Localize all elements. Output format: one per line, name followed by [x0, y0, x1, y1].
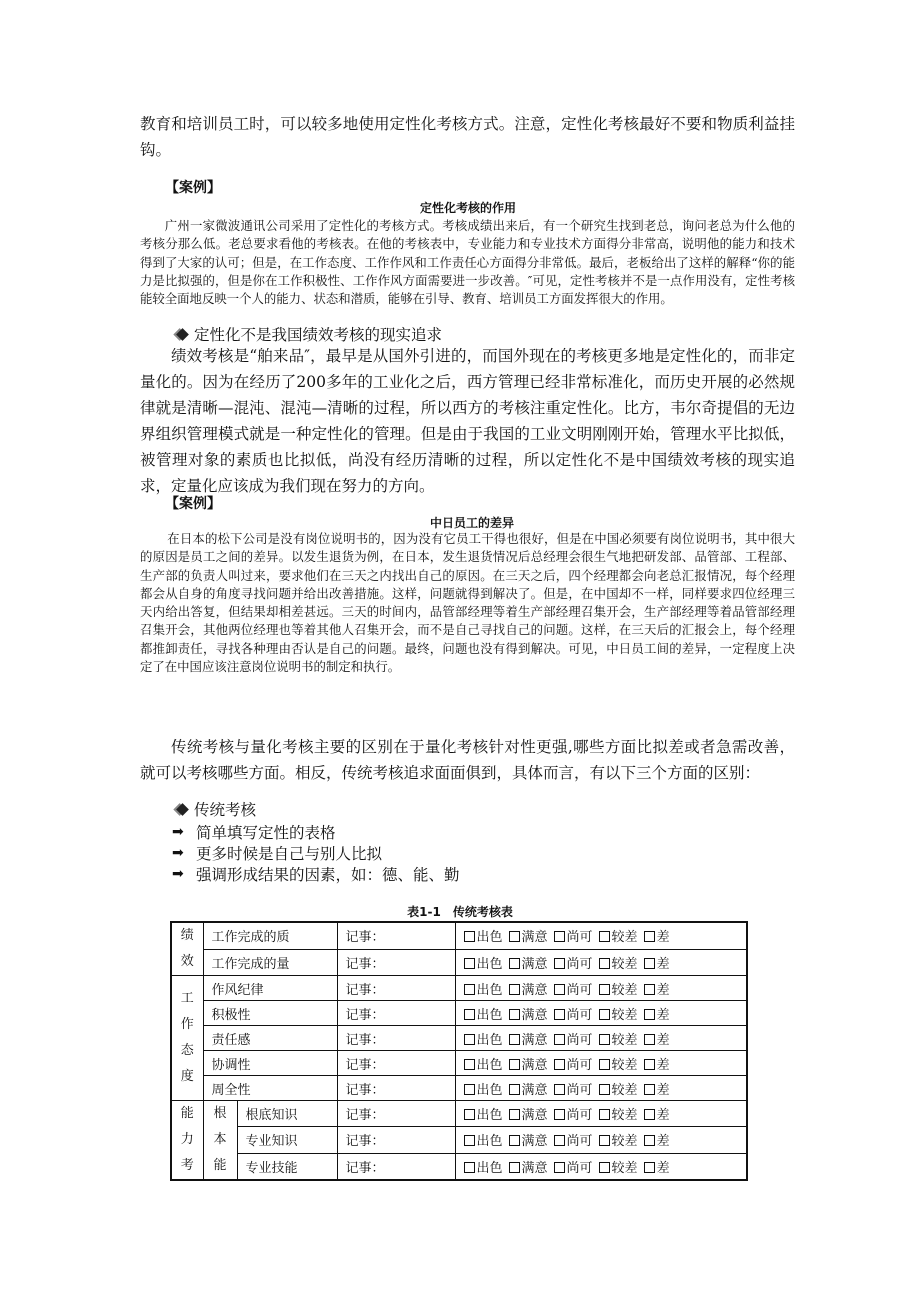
rating-option[interactable] — [599, 1108, 638, 1123]
checkbox-icon[interactable] — [644, 1059, 655, 1070]
section-heading — [172, 323, 442, 345]
table-row — [171, 1127, 747, 1153]
rating-option-label: 差 — [656, 1082, 670, 1098]
rating-options[interactable] — [455, 1127, 747, 1153]
checkbox-icon[interactable] — [599, 1009, 610, 1020]
rating-option-label: 较差 — [611, 1108, 638, 1124]
rating-option[interactable] — [599, 1134, 638, 1149]
rating-option[interactable] — [464, 1108, 503, 1123]
checkbox-icon[interactable] — [644, 1162, 655, 1173]
rating-option[interactable] — [599, 1161, 638, 1176]
rating-option[interactable] — [464, 1033, 503, 1048]
rating-option-label: 差 — [656, 1108, 670, 1124]
rating-option-label: 出色 — [476, 1134, 503, 1150]
rating-option[interactable] — [644, 1161, 670, 1176]
checkbox-icon[interactable] — [554, 1059, 565, 1070]
rating-option-label: 差 — [656, 956, 670, 972]
note-cell: 记事： — [337, 1001, 455, 1026]
note-cell: 记事： — [337, 922, 455, 949]
comparison-paragraph: 传统考核与量化考核主要的区别在于量化考核针对性更强,哪些方面比拟差或者急需改善，就可以考核哪些方面。相反，传统考核追求面面俱到，具体而言，有以下三个方面的区别： — [140, 738, 795, 782]
intro-paragraph: 教育和培训员工时，可以较多地使用定性化考核方式。注意，定性化考核最好不要和物质利益挂钩。 — [140, 115, 795, 159]
note-cell: 记事： — [337, 1127, 455, 1153]
rating-options[interactable] — [455, 976, 747, 1001]
rating-option[interactable] — [644, 1058, 670, 1073]
rating-option[interactable] — [464, 983, 503, 998]
rating-option[interactable] — [509, 1058, 548, 1073]
rating-option[interactable] — [554, 957, 593, 972]
rating-option[interactable] — [554, 930, 593, 945]
table-row — [171, 1051, 747, 1076]
criterion-cell: 责任感 — [203, 1026, 337, 1051]
rating-option-label: 尚可 — [566, 1082, 593, 1098]
checkbox-icon[interactable] — [509, 1084, 520, 1095]
rating-option[interactable] — [599, 1083, 638, 1098]
rating-option[interactable] — [554, 1161, 593, 1176]
rating-option[interactable] — [554, 1058, 593, 1073]
rating-option-label: 满意 — [521, 1134, 548, 1150]
checkbox-icon[interactable] — [509, 1034, 520, 1045]
note-cell: 记事： — [337, 1026, 455, 1051]
rating-option[interactable] — [644, 1134, 670, 1149]
table-row — [171, 1076, 747, 1101]
checkbox-icon[interactable] — [644, 984, 655, 995]
rating-option[interactable] — [509, 1161, 548, 1176]
rating-option[interactable] — [509, 1008, 548, 1023]
diamond-bullet-icon — [176, 328, 189, 341]
rating-option-label: 尚可 — [566, 1134, 593, 1150]
checkbox-icon[interactable] — [554, 1109, 565, 1120]
rating-option[interactable] — [554, 983, 593, 998]
rating-option-label: 出色 — [476, 1057, 503, 1073]
criterion-cell: 积极性 — [203, 1001, 337, 1026]
rating-option-label: 较差 — [611, 1032, 638, 1048]
rating-options[interactable] — [455, 949, 747, 976]
rating-option-label: 出色 — [476, 982, 503, 998]
case-body: 在日本的松下公司是没有岗位说明书的，因为没有它员工干得也很好，但是在中国必须要有岗位说明书，其中很大的原因是员工之间的差异。以发生退货为例，在日本，发生退货情况后总经理会很生气地把研发部、品管部、工程部、生产部的负责人叫过来，要求他们在三天之内找出自己的原因。在三天之后，四个经理都会向老总汇报情况，每个经理都会从自身的角度寻找问题并给出改善措施。这样，问题就得到解决了。但是，在中国却不一样，同样要求四位经理三天内给出答复，但结果却相差甚远。三天的时间内，品管部经理等着生产部经理召集开会，生产部经理等着品管部经理召集开会，其他两位经理也等着其他人召集开会，而不是自己寻找自己的问题。这样，在三天后的汇报会上，每个经理都推卸责任，寻找各种理由否认是自己的问题。最终，问题也没有得到解决。可见，中日员工间的差异，一定程度上决定了在中国应该注意岗位说明书的制定和执行。 — [140, 531, 795, 675]
checkbox-icon[interactable] — [509, 1162, 520, 1173]
rating-option-label: 满意 — [521, 1007, 548, 1023]
case-label: 【案例】 — [165, 180, 221, 196]
checkbox-icon[interactable] — [509, 1135, 520, 1146]
checkbox-icon[interactable] — [509, 1109, 520, 1120]
checkbox-icon[interactable] — [599, 1034, 610, 1045]
note-cell: 记事： — [337, 1153, 455, 1180]
rating-option[interactable] — [644, 930, 670, 945]
checkbox-icon[interactable] — [464, 1034, 475, 1045]
rating-option-label: 出色 — [476, 1108, 503, 1124]
rating-option-label: 差 — [656, 1007, 670, 1023]
rating-option-label: 较差 — [611, 1134, 638, 1150]
rating-option[interactable] — [599, 1008, 638, 1023]
case-title: 定性化考核的作用 — [420, 201, 517, 215]
case-title: 中日员工的差异 — [430, 516, 515, 530]
rating-option-label: 出色 — [476, 956, 503, 972]
checkbox-icon[interactable] — [464, 1162, 475, 1173]
note-cell: 记事： — [337, 1101, 455, 1127]
rating-option-label: 差 — [656, 982, 670, 998]
rating-option-label: 出色 — [476, 1160, 503, 1176]
rating-options[interactable] — [455, 1076, 747, 1101]
table-row — [171, 1001, 747, 1026]
rating-option-label: 较差 — [611, 982, 638, 998]
checkbox-icon[interactable] — [599, 1135, 610, 1146]
table-row — [171, 1153, 747, 1180]
rating-option-label: 较差 — [611, 1160, 638, 1176]
checkbox-icon[interactable] — [644, 1034, 655, 1045]
checkbox-icon[interactable] — [644, 1084, 655, 1095]
rating-option[interactable] — [644, 1033, 670, 1048]
rating-option-label: 出色 — [476, 1032, 503, 1048]
criterion-cell: 协调性 — [203, 1051, 337, 1076]
checkbox-icon[interactable] — [644, 958, 655, 969]
rating-option[interactable] — [464, 930, 503, 945]
rating-option[interactable] — [554, 1008, 593, 1023]
note-cell: 记事： — [337, 1076, 455, 1101]
group-label-attitude: 工 作 态 度 — [171, 976, 203, 1101]
rating-option[interactable] — [464, 957, 503, 972]
case-body: 广州一家微波通讯公司采用了定性化的考核方式。考核成绩出来后，有一个研究生找到老总，询问老总为什么他的考核分那么低。老总要求看他的考核表。在他的考核表中，专业能力和专业技术方面得分非常高，说明他的能力和技术得到了大家的认可；但是，在工作态度、工作作风和工作责任心方面得分非常低。最后，老板给出了这样的解释“你的能力是比拟强的，但是你在工作积极性、工作作风方面需要进一步改善。″可见，定性考核并不是一点作用没有，定性考核能较全面地反映一个人的能力、状态和潜质，能够在引导、教育、培训员工方面发挥很大的作用。 — [140, 218, 795, 307]
rating-option[interactable] — [599, 983, 638, 998]
checkbox-icon[interactable] — [464, 1109, 475, 1120]
checkbox-icon[interactable] — [554, 1084, 565, 1095]
rating-option[interactable] — [599, 1058, 638, 1073]
criterion-cell: 工作完成的质 — [203, 922, 337, 949]
rating-option[interactable] — [509, 930, 548, 945]
rating-option-label: 较差 — [611, 1082, 638, 1098]
checkbox-icon[interactable] — [599, 1109, 610, 1120]
list-item — [172, 821, 336, 843]
checkbox-icon[interactable] — [464, 984, 475, 995]
list-item-text: 强调形成结果的因素，如：德、能、勤 — [196, 866, 460, 884]
rating-option[interactable] — [644, 1008, 670, 1023]
checkbox-icon[interactable] — [644, 1109, 655, 1120]
checkbox-icon[interactable] — [554, 1034, 565, 1045]
table-row — [171, 1026, 747, 1051]
checkbox-icon[interactable] — [554, 1162, 565, 1173]
arrow-right-icon: ➡ — [172, 866, 184, 882]
rating-option-label: 差 — [656, 1032, 670, 1048]
rating-option[interactable] — [509, 983, 548, 998]
diamond-bullet-icon — [176, 803, 189, 816]
rating-option-label: 出色 — [476, 1082, 503, 1098]
checkbox-icon[interactable] — [464, 1135, 475, 1146]
rating-option-label: 差 — [656, 1134, 670, 1150]
rating-option[interactable] — [554, 1033, 593, 1048]
rating-option-label: 尚可 — [566, 1032, 593, 1048]
checkbox-icon[interactable] — [509, 1059, 520, 1070]
rating-option[interactable] — [554, 1083, 593, 1098]
checkbox-icon[interactable] — [644, 931, 655, 942]
criterion-cell: 作风纪律 — [203, 976, 337, 1001]
rating-option-label: 满意 — [521, 930, 548, 946]
rating-option-label: 出色 — [476, 930, 503, 946]
rating-option-label: 满意 — [521, 1082, 548, 1098]
criterion-cell: 专业知识 — [237, 1127, 337, 1153]
checkbox-icon[interactable] — [554, 1009, 565, 1020]
rating-option[interactable] — [644, 1083, 670, 1098]
rating-option-label: 尚可 — [566, 1160, 593, 1176]
list-item-text: 简单填写定性的表格 — [196, 824, 336, 842]
rating-options[interactable] — [455, 1051, 747, 1076]
rating-options[interactable] — [455, 1153, 747, 1180]
section-heading-text: 定性化不是我国绩效考核的现实追求 — [194, 326, 443, 344]
checkbox-icon[interactable] — [554, 984, 565, 995]
rating-option[interactable] — [509, 1108, 548, 1123]
table-row — [171, 949, 747, 976]
rating-option-label: 尚可 — [566, 1007, 593, 1023]
checkbox-icon[interactable] — [509, 1009, 520, 1020]
rating-option[interactable] — [599, 930, 638, 945]
checkbox-icon[interactable] — [554, 1135, 565, 1146]
rating-option-label: 满意 — [521, 1032, 548, 1048]
rating-option[interactable] — [464, 1058, 503, 1073]
rating-option-label: 差 — [656, 1057, 670, 1073]
table-row — [171, 1101, 747, 1127]
rating-option-label: 满意 — [521, 1108, 548, 1124]
rating-option-label: 尚可 — [566, 956, 593, 972]
checkbox-icon[interactable] — [509, 984, 520, 995]
rating-option[interactable] — [644, 957, 670, 972]
rating-option-label: 差 — [656, 930, 670, 946]
checkbox-icon[interactable] — [464, 931, 475, 942]
rating-option-label: 尚可 — [566, 982, 593, 998]
evaluation-table — [170, 921, 748, 1181]
rating-option[interactable] — [464, 1083, 503, 1098]
note-cell: 记事： — [337, 1051, 455, 1076]
rating-option[interactable] — [554, 1134, 593, 1149]
section-heading-text: 传统考核 — [194, 801, 257, 819]
checkbox-icon[interactable] — [554, 931, 565, 942]
rating-option[interactable] — [464, 1008, 503, 1023]
checkbox-icon[interactable] — [509, 958, 520, 969]
rating-option[interactable] — [644, 983, 670, 998]
rating-option[interactable] — [644, 1108, 670, 1123]
criterion-cell: 专业技能 — [237, 1153, 337, 1180]
checkbox-icon[interactable] — [599, 958, 610, 969]
criterion-cell: 工作完成的量 — [203, 949, 337, 976]
rating-option-label: 差 — [656, 1160, 670, 1176]
rating-option-label: 较差 — [611, 930, 638, 946]
rating-option-label: 满意 — [521, 1057, 548, 1073]
checkbox-icon[interactable] — [599, 1162, 610, 1173]
criterion-cell: 周全性 — [203, 1076, 337, 1101]
rating-option-label: 尚可 — [566, 1057, 593, 1073]
checkbox-icon[interactable] — [464, 1009, 475, 1020]
checkbox-icon[interactable] — [554, 958, 565, 969]
table-row — [171, 922, 747, 949]
section-heading — [172, 798, 256, 820]
rating-option-label: 满意 — [521, 1160, 548, 1176]
checkbox-icon[interactable] — [599, 984, 610, 995]
rating-options[interactable] — [455, 922, 747, 949]
checkbox-icon[interactable] — [644, 1009, 655, 1020]
rating-option-label: 较差 — [611, 1057, 638, 1073]
rating-option-label: 尚可 — [566, 1108, 593, 1124]
rating-option[interactable] — [599, 1033, 638, 1048]
case-label: 【案例】 — [165, 496, 221, 512]
rating-option-label: 满意 — [521, 982, 548, 998]
group-label-performance: 绩 效 — [171, 922, 203, 976]
rating-option[interactable] — [554, 1108, 593, 1123]
checkbox-icon[interactable] — [644, 1135, 655, 1146]
checkbox-icon[interactable] — [599, 1059, 610, 1070]
note-cell: 记事： — [337, 949, 455, 976]
rating-option[interactable] — [509, 1033, 548, 1048]
rating-option[interactable] — [509, 957, 548, 972]
list-item — [172, 842, 382, 864]
group-label-ability-sub: 根 本 能 — [203, 1101, 237, 1181]
rating-option-label: 较差 — [611, 956, 638, 972]
checkbox-icon[interactable] — [464, 958, 475, 969]
table-row — [171, 976, 747, 1001]
rating-options[interactable] — [455, 1001, 747, 1026]
rating-option[interactable] — [599, 957, 638, 972]
checkbox-icon[interactable] — [464, 1084, 475, 1095]
arrow-right-icon: ➡ — [172, 845, 184, 861]
rating-option-label: 出色 — [476, 1007, 503, 1023]
table-caption: 表1-1 传统考核表 — [407, 905, 513, 919]
rating-option[interactable] — [464, 1161, 503, 1176]
criterion-cell: 根底知识 — [237, 1101, 337, 1127]
rating-options[interactable] — [455, 1101, 747, 1127]
rating-option[interactable] — [464, 1134, 503, 1149]
checkbox-icon[interactable] — [464, 1059, 475, 1070]
rating-option-label: 较差 — [611, 1007, 638, 1023]
rating-option-label: 尚可 — [566, 930, 593, 946]
group-label-ability: 能 力 考 — [171, 1101, 203, 1181]
arrow-right-icon: ➡ — [172, 824, 184, 840]
list-item — [172, 863, 460, 885]
checkbox-icon[interactable] — [599, 1084, 610, 1095]
rating-option[interactable] — [509, 1134, 548, 1149]
rating-options[interactable] — [455, 1026, 747, 1051]
rating-option[interactable] — [509, 1083, 548, 1098]
section-paragraph: 绩效考核是“舶来品″，最早是从国外引进的，而国外现在的考核更多地是定性化的，而非定量化的。因为在经历了200多年的工业化之后，西方管理已经非常标准化，而历史开展的必然规律就是清晰—混沌、混沌—清晰的过程，所以西方的考核注重定性化。比方，韦尔奇提倡的无边界组织管理模式就是一种定性化的管理。但是由于我国的工业文明刚刚开始，管理水平比拟低，被管理对象的素质也比拟低，尚没有经历清晰的过程，所以定性化不是中国绩效考核的现实追求，定量化应该成为我们现在努力的方向。 — [140, 347, 795, 495]
list-item-text: 更多时候是自己与别人比拟 — [196, 845, 383, 863]
rating-option-label: 满意 — [521, 956, 548, 972]
checkbox-icon[interactable] — [599, 931, 610, 942]
checkbox-icon[interactable] — [509, 931, 520, 942]
note-cell: 记事： — [337, 976, 455, 1001]
